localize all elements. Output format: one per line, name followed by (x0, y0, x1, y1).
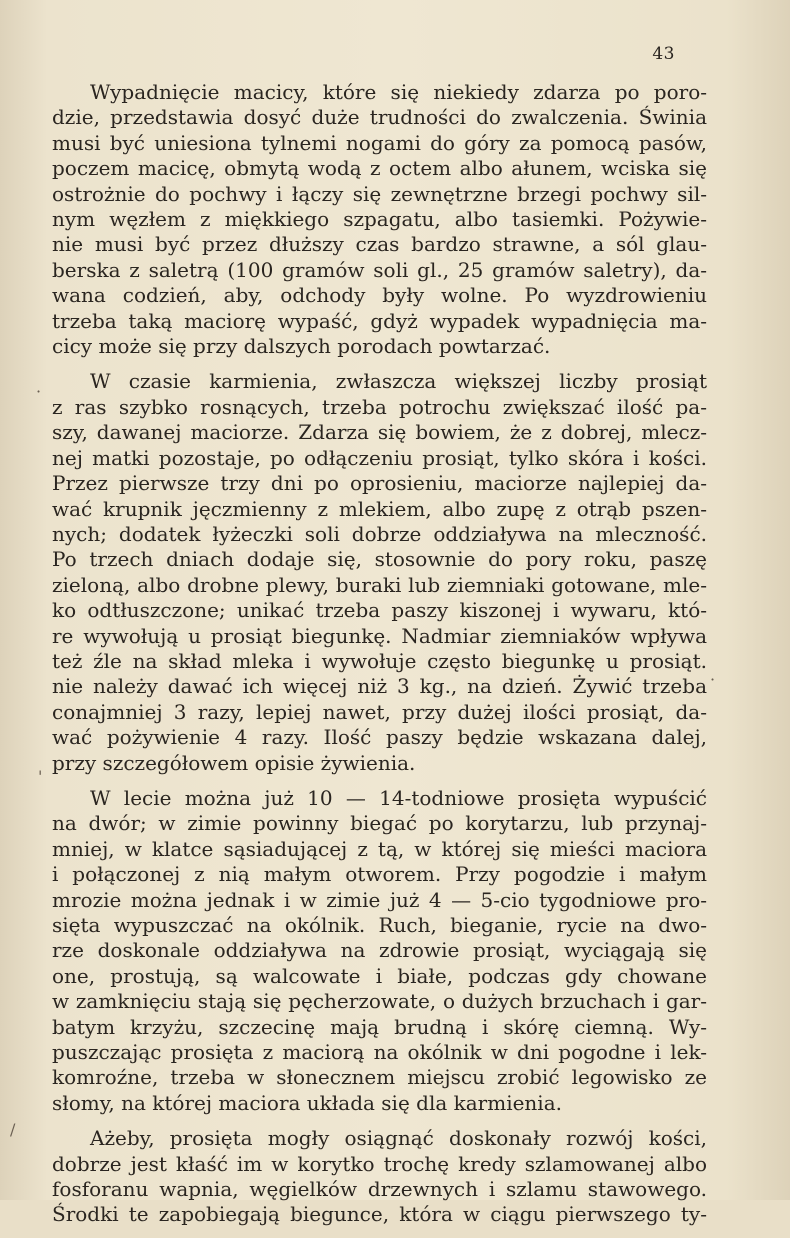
text-line: batym krzyżu, szczecinę mają brudną i skórę ciemną. Wy- (52, 1014, 707, 1039)
text-line: one, prostują, są walcowate i białe, podczas gdy chowane (52, 963, 707, 988)
paragraph (52, 369, 707, 776)
text-line: nie należy dawać ich więcej niż 3 kg., na dzień. Żywić trzeba (52, 674, 707, 699)
text-line: nej matki pozostaje, po odłączeniu prosiąt, tylko skóra i kości. (52, 445, 707, 470)
margin-mark: · (710, 670, 716, 689)
text-line: zieloną, albo drobne plewy, buraki lub ziemniaki gotowane, mle- (52, 572, 707, 597)
text-line: Środki te zapobiegają biegunce, która w ciągu pierwszego ty- (52, 1202, 707, 1227)
text-line: Ażeby, prosięta mogły osiągnąć doskonały rozwój kości, (90, 1126, 707, 1151)
text-line: ostrożnie do pochwy i łączy się zewnętrzne brzegi pochwy sil- (52, 181, 707, 206)
text-line: conajmniej 3 razy, lepiej nawet, przy dużej ilości prosiąt, da- (52, 699, 707, 724)
text-line: w zamknięciu stają się pęcherzowate, o dużych brzuchach i gar- (52, 989, 707, 1014)
text-line: rze doskonale oddziaływa na zdrowie prosiąt, wyciągają się (52, 938, 707, 963)
text-line: sięta wypuszczać na okólnik. Ruch, bieganie, rycie na dwo- (52, 913, 707, 937)
paragraph (52, 786, 707, 1116)
margin-mark: ' (38, 767, 43, 786)
text-line: wać krupnik jęczmienny z mlekiem, albo zupę z otrąb pszen- (52, 496, 707, 521)
page-number: 43 (652, 44, 675, 64)
text-line: nych; dodatek łyżeczki soli dobrze oddziaływa na mleczność. (52, 521, 707, 546)
text-line: szy, dawanej maciorze. Zdarza się bowiem, że z dobrej, mlecz- (52, 420, 707, 445)
margin-mark: / (10, 1120, 16, 1139)
text-line: berska z saletrą (100 gramów soli gl., 25 gramów saletry), da- (52, 257, 707, 282)
text-line: poczem macicę, obmytą wodą z octem albo ałunem, wciska się (52, 156, 707, 181)
text-line: i połączonej z nią małym otworem. Przy pogodzie i małym (52, 862, 707, 887)
text-line: dobrze jest kłaść im w korytko trochę kredy szlamowanej albo (52, 1151, 707, 1176)
text-line: fosforanu wapnia, węgielków drzewnych i szlamu stawowego. (52, 1177, 707, 1202)
text-line: Po trzech dniach dodaje się, stosownie do pory roku, paszę (52, 547, 707, 572)
text-line: re wywołują u prosiąt biegunkę. Nadmiar ziemniaków wpływa (52, 623, 707, 648)
text-line: mrozie można jednak i w zimie już 4 — 5-cio tygodniowe pro- (52, 887, 707, 912)
text-line: też źle na skład mleka i wywołuje często biegunkę u prosiąt. (52, 648, 707, 673)
paragraph (52, 80, 707, 359)
text-line: W czasie karmienia, zwłaszcza większej liczby prosiąt (90, 369, 707, 394)
text-line: cicy może się przy dalszych porodach powtarzać. (52, 334, 551, 359)
text-line: ko odtłuszczone; unikać trzeba paszy kiszonej i wywaru, któ- (52, 598, 707, 623)
text-line: słomy, na której maciora układa się dla karmienia. (52, 1090, 562, 1115)
paragraph (52, 1126, 707, 1228)
text-line: musi być uniesiona tylnemi nogami do góry za pomocą pasów, (52, 130, 707, 155)
text-line: nie musi być przez dłuższy czas bardzo strawne, a sól glau- (52, 232, 707, 257)
text-line: z ras szybko rosnących, trzeba potrochu zwiększać ilość pa- (52, 394, 707, 419)
text-line: Wypadnięcie macicy, które się niekiedy zdarza po poro- (90, 80, 707, 104)
text-line: puszczając prosięta z maciorą na okólnik w dni pogodne i lek- (52, 1040, 707, 1065)
text-line: wać pożywienie 4 razy. Ilość paszy będzie wskazana dalej, (52, 725, 707, 750)
text-line: W lecie można już 10 — 14-todniowe prosięta wypuścić (90, 785, 707, 810)
text-line: nym węzłem z miękkiego szpagatu, albo tasiemki. Pożywie- (52, 207, 707, 232)
text-line: na dwór; w zimie powinny biegać po korytarzu, lub przynaj- (52, 811, 707, 836)
text-line: trzeba taką maciorę wypaść, gdyż wypadek wypadnięcia ma- (52, 308, 707, 333)
body-text (52, 80, 707, 1238)
text-line: komroźne, trzeba w słonecznem miejscu zrobić legowisko ze (52, 1065, 707, 1090)
text-line: wana codzień, aby, odchody były wolne. Po wyzdrowieniu (52, 283, 707, 308)
text-line: dzie, przedstawia dosyć duże trudności do zwalczenia. Świnia (52, 105, 707, 130)
text-line: Przez pierwsze trzy dni po oprosieniu, maciorze najlepiej da- (52, 471, 707, 496)
margin-mark: · (36, 382, 42, 401)
text-line: mniej, w klatce sąsiadującej z tą, w której się mieści maciora (52, 836, 707, 861)
text-line: przy szczegółowem opisie żywienia. (52, 750, 416, 775)
